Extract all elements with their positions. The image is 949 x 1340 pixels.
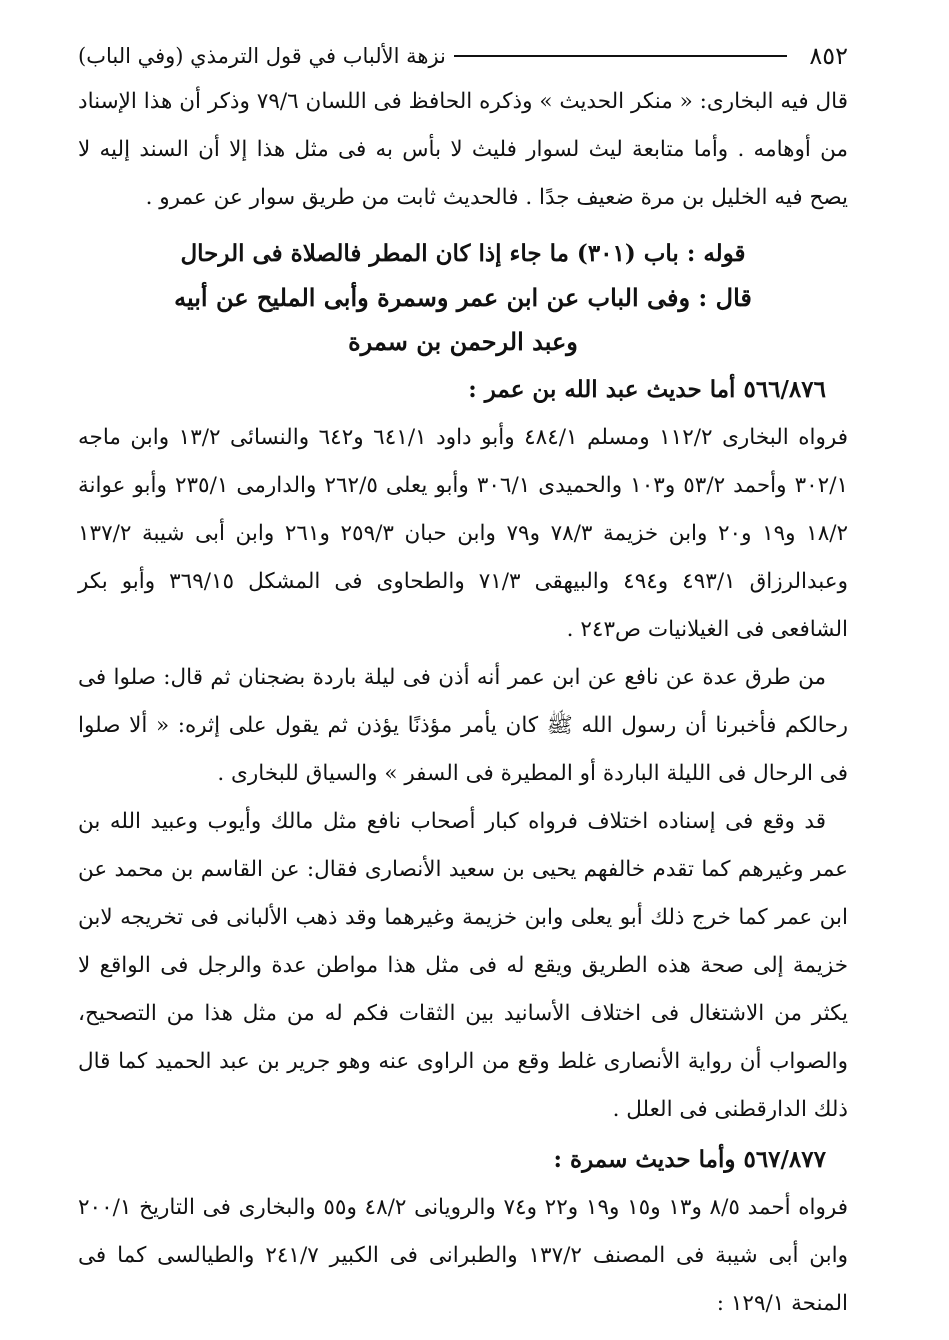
chapter-title-line: قوله : باب (٣٠١) ما جاء إذا كان المطر فالصلاة فى الرحال bbox=[180, 240, 746, 267]
paragraph-sources-ibn-umar: فرواه البخارى ١١٢/٢ ومسلم ٤٨٤/١ وأبو داود ٦٤١/١ و٦٤٢ والنسائى ١٣/٢ وابن ماجه ٣٠٢/١ وأحمد ٥٣/٢ و١٠٣ والحميدى ٣٠٦/١ وأبو يعلى ٢٦٢/٥ والدارمى ٢٣٥/١ وأبو عوانة ١٨/٢ و١٩ و٢٠ وابن خزيمة ٧٨/٣ و٧٩ وابن حبان ٢٥٩/٣ و٢٦١ وابن أبى شيبة ١٣٧/٢ وعبدالرزاق ٤٩٣/١ و٤٩٤ والبيهقى ٧١/٣ والطحاوى فى المشكل ٣٦٩/١٥ وأبو بكر الشافعى فى الغيلانيات ص٢٤٣ . bbox=[78, 425, 849, 642]
hadith-heading-samura: ٥٦٧/٨٧٧ وأما حديث سمرة : bbox=[553, 1146, 826, 1173]
running-header bbox=[78, 34, 848, 78]
chapter-heading bbox=[78, 232, 848, 364]
chapter-subtitle-line: قال : وفى الباب عن ابن عمر وسمرة وأبى المليح عن أبيه bbox=[174, 283, 752, 312]
paragraph-intro: قال فيه البخارى: « منكر الحديث » وذكره الحافظ فى اللسان ٧٩/٦ وذكر أن هذا الإسناد من أوهامه . وأما متابعة ليث لسوار فليث لا بأس به فى مثل هذا إلا أن السند إليه لا يصح فيه الخليل بن مرة ضعيف جدًا . فالحديث ثابت من طريق سوار عن عمرو . bbox=[78, 89, 848, 210]
paragraph-sources-samura: فرواه أحمد ٨/٥ و١٣ و١٥ و١٩ و٢٢ و٧٤ والرويانى ٤٨/٢ و٥٥ والبخارى فى التاريخ ٢٠٠/١ وابن أبى شيبة فى المصنف ١٣٧/٢ والطبرانى فى الكبير ٢٤١/٧ والطيالسى كما فى المنحة ١٢٩/١ : bbox=[78, 1195, 849, 1316]
chapter-subtitle-line-2: وعبد الرحمن بن سمرة bbox=[348, 327, 578, 356]
paragraph-isnad-discussion: قد وقع فى إسناده اختلاف فرواه كبار أصحاب نافع مثل مالك وأيوب وعبيد الله بن عمر وغيرهم كما تقدم خالفهم يحيى بن سعيد الأنصارى فقال: عن القاسم بن محمد عن ابن عمر كما خرج ذلك أبو يعلى وابن خزيمة وغيرهما وقد ذهب الألبانى فى تخريجه لابن خزيمة إلى صحة هذه الطريق ويقع له فى مثل هذا مواطن عدة والرجل فى الواقع لا يكثر من الاشتغال فى اختلاف الأسانيد بين الثقات فكم له من مثل هذا من التصحيح، والصواب أن رواية الأنصارى غلط وقع من الراوى عنه وهو جرير بن عبد الحميد كما قال ذلك الدارقطنى فى العلل . bbox=[78, 809, 848, 1122]
page-number: ٨٥٢ bbox=[809, 42, 848, 70]
running-title: نزهة الألباب في قول الترمذي (وفي الباب) bbox=[78, 44, 446, 68]
book-page bbox=[78, 34, 848, 1328]
paragraph-text-ibn-umar: من طرق عدة عن نافع عن ابن عمر أنه أذن فى ليلة باردة بضجنان ثم قال: صلوا فى رحالكم فأخبرنا أن رسول الله ﷺ كان يأمر مؤذنًا يؤذن ثم يقول على إثره: « ألا صلوا فى الرحال فى الليلة الباردة أو المطيرة فى السفر » والسياق للبخارى . bbox=[78, 665, 848, 786]
header-rule bbox=[454, 55, 787, 57]
hadith-heading-ibn-umar: ٥٦٦/٨٧٦ أما حديث عبد الله بن عمر : bbox=[468, 376, 826, 403]
